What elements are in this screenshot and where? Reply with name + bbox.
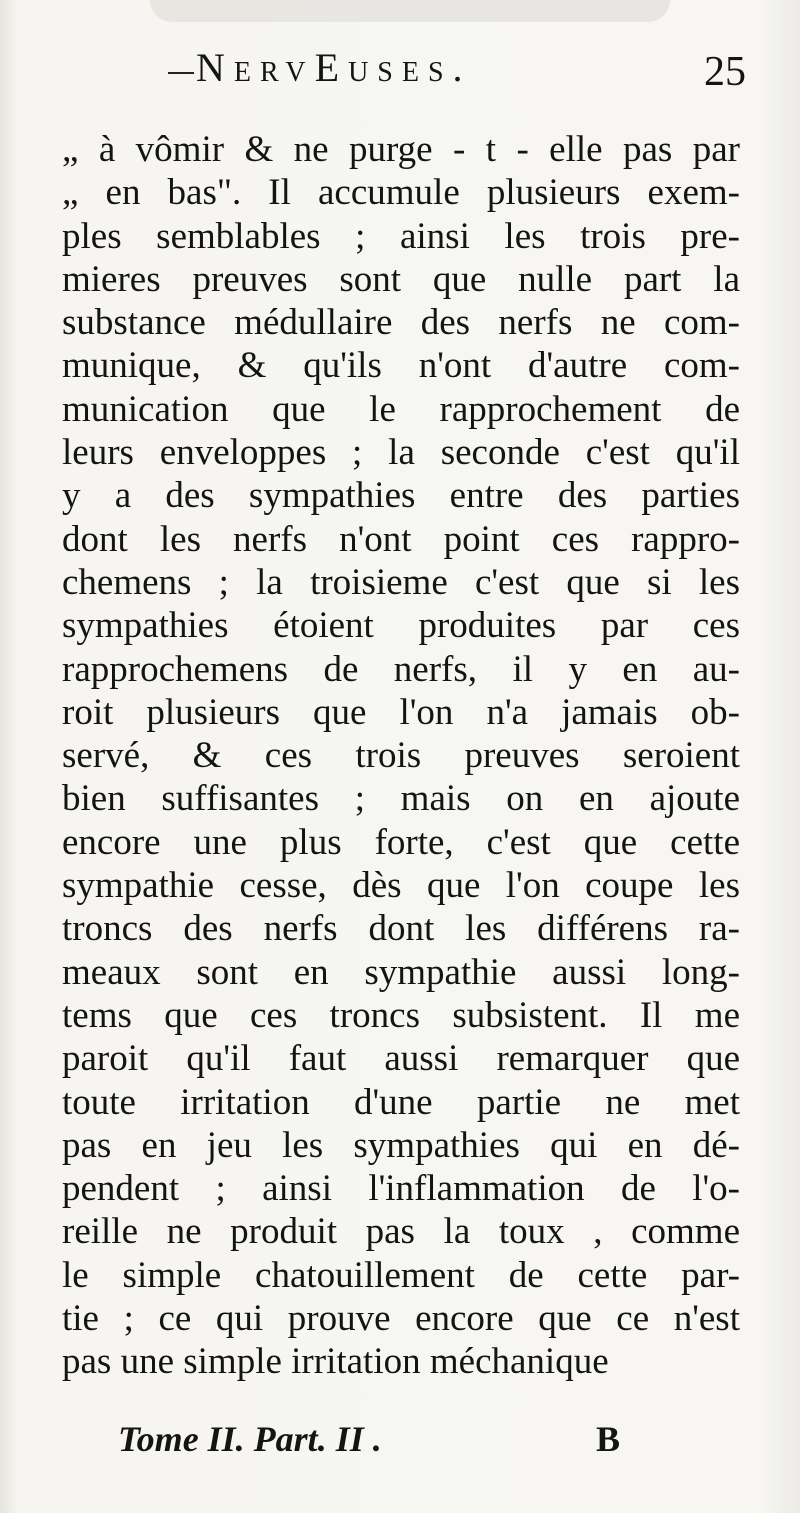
- text-line: sympathie cesse, dès que l'on coupe les: [62, 865, 740, 907]
- text-line: substance médullaire des nerfs ne com-: [62, 302, 740, 344]
- text-line: pas en jeu les sympathies qui en dé-: [62, 1124, 740, 1166]
- text-line: le simple chatouillement de cette par-: [62, 1254, 740, 1296]
- sheet-mark: B: [596, 1419, 621, 1459]
- text-line: tems que ces troncs subsistent. Il me: [62, 994, 740, 1036]
- text-line: paroit qu'il faut aussi remarquer que: [62, 1038, 740, 1080]
- text-line: dont les nerfs n'ont point ces rappro-: [62, 518, 740, 560]
- signature-line: Tome II. Part. II .: [118, 1419, 382, 1459]
- text-line: „ à vômir & ne purge - t - elle pas par: [62, 129, 740, 170]
- text-line: troncs des nerfs dont les différens ra-: [62, 908, 740, 950]
- running-title: NervEuses.: [196, 45, 472, 90]
- bleed-through-shadow: [150, 0, 670, 22]
- text-line: bien suffisantes ; mais on en ajoute: [62, 778, 740, 820]
- page-number: 25: [704, 49, 746, 95]
- page-footer: [0, 1418, 800, 1468]
- body-text: [62, 128, 740, 1384]
- text-line: „ en bas". Il accumule plusieurs exem-: [62, 172, 740, 214]
- text-line: y a des sympathies entre des parties: [62, 475, 740, 517]
- text-line: mieres preuves sont que nulle part la: [62, 258, 740, 300]
- header-rule: [168, 72, 194, 74]
- text-line: meaux sont en sympathie aussi long-: [62, 951, 740, 993]
- text-line: tie ; ce qui prouve encore que ce n'est: [62, 1298, 740, 1340]
- text-line: reille ne produit pas la toux , comme: [62, 1211, 740, 1253]
- text-line: chemens ; la troisieme c'est que si les: [62, 561, 740, 603]
- text-line: toute irritation d'une partie ne met: [62, 1081, 740, 1123]
- text-line: leurs enveloppes ; la seconde c'est qu'il: [62, 432, 740, 474]
- text-line: rapprochemens de nerfs, il y en au-: [62, 648, 740, 690]
- text-line: ples semblables ; ainsi les trois pre-: [62, 215, 740, 257]
- text-line: pendent ; ainsi l'inflammation de l'o-: [62, 1168, 740, 1210]
- text-line: servé, & ces trois preuves seroient: [62, 735, 740, 777]
- page-header: [0, 44, 800, 104]
- text-line: munique, & qu'ils n'ont d'autre com-: [62, 345, 740, 387]
- text-line: encore une plus forte, c'est que cette: [62, 821, 740, 863]
- text-line: munication que le rapprochement de: [62, 388, 740, 430]
- text-line: sympathies étoient produites par ces: [62, 605, 740, 647]
- text-line: pas une simple irritation méchanique: [62, 1341, 609, 1383]
- text-line: roit plusieurs que l'on n'a jamais ob-: [62, 691, 740, 733]
